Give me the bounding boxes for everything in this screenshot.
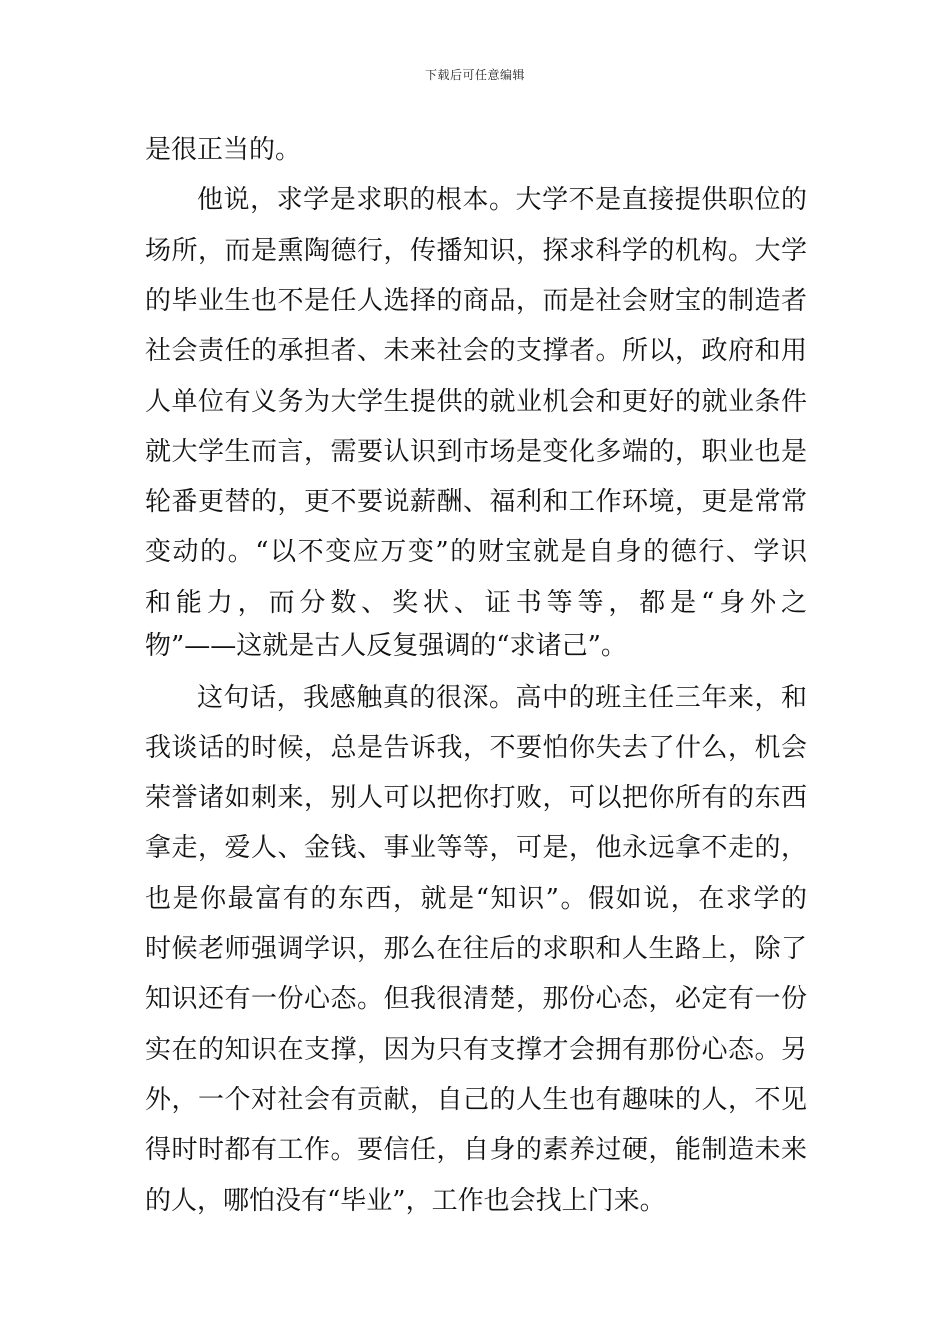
- text-line: 轮番更替的，更不要说薪酬、福利和工作环境，更是常常: [145, 487, 807, 517]
- text-line: 外，一个对社会有贡献，自己的人生也有趣味的人，不见: [145, 1085, 807, 1115]
- text-line: 时候老师强调学识，那么在往后的求职和人生路上，除了: [145, 934, 807, 964]
- text-line: 是很正当的。: [145, 135, 302, 165]
- text-line: 的人，哪怕没有“毕业”，工作也会找上门来。: [145, 1186, 666, 1216]
- text-line: 知识还有一份心态。但我很清楚，那份心态，必定有一份: [145, 984, 807, 1014]
- text-line: 这句话，我感触真的很深。高中的班主任三年来，和: [197, 683, 807, 713]
- text-line: 场所，而是熏陶德行，传播知识，探求科学的机构。大学: [145, 236, 807, 266]
- text-line: 实在的知识在支撑，因为只有支撑才会拥有那份心态。另: [145, 1035, 807, 1065]
- text-line: 社会责任的承担者、未来社会的支撑者。所以，政府和用: [145, 336, 807, 366]
- text-line: 荣誉诸如刺来，别人可以把你打败，可以把你所有的东西: [145, 783, 807, 813]
- text-line: 物”——这就是古人反复强调的“求诸己”。: [145, 631, 627, 661]
- text-line: 的毕业生也不是任人选择的商品，而是社会财宝的制造者: [145, 286, 807, 316]
- text-line: 得时时都有工作。要信任，自身的素养过硬，能制造未来: [145, 1135, 807, 1165]
- text-line: 和能力，而分数、奖状、证书等等，都是“身外之: [145, 588, 807, 618]
- text-line: 人单位有义务为大学生提供的就业机会和更好的就业条件: [145, 387, 807, 417]
- text-line: 他说，求学是求职的根本。大学不是直接提供职位的: [197, 185, 807, 215]
- text-line: 拿走，爱人、金钱、事业等等，可是，他永远拿不走的，: [145, 833, 807, 863]
- text-line: 就大学生而言，需要认识到市场是变化多端的，职业也是: [145, 437, 807, 467]
- page-header: 下载后可任意编辑: [424, 68, 525, 82]
- text-line: 也是你最富有的东西，就是“知识”。假如说，在求学的: [145, 884, 807, 914]
- text-line: 我谈话的时候，总是告诉我，不要怕你失去了什么，机会: [145, 733, 807, 763]
- text-line: 变动的。“以不变应万变”的财宝就是自身的德行、学识: [145, 537, 807, 567]
